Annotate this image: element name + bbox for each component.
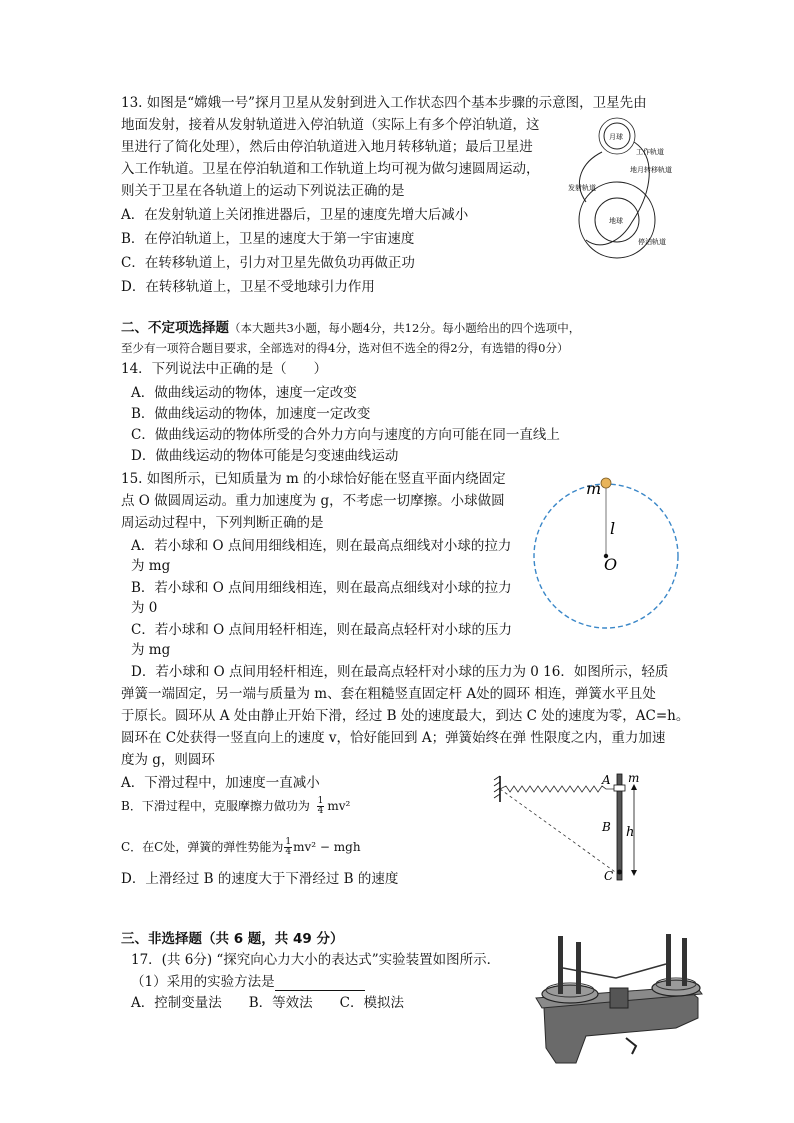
q16-option-b: B．下滑过程中，克服摩擦力做功为 [121, 799, 310, 813]
q15-stem-line: 点 O 做圆周运动。重力加速度为 g，不考虑一切摩擦。小球做圆 [121, 493, 505, 509]
answer-blank [275, 976, 365, 991]
point-c-label: C [604, 869, 614, 883]
q13-stem-line: 13. 如图是“嫦娥一号”探月卫星从发射到进入工作状态四个基本步骤的示意图，卫星先由 [121, 95, 647, 111]
parking-orbit-label: 停泊轨道 [638, 238, 666, 246]
q17-sub1-line [131, 973, 365, 991]
spring-rod-diagram [492, 766, 682, 886]
q15-option-d: D．若小球和 O 点间用轻杆相连，则在最高点轻杆对小球的压力为 0 [131, 664, 539, 680]
q14-option-b: B．做曲线运动的物体，加速度一定改变 [131, 406, 371, 422]
centripetal-apparatus-photo [526, 928, 706, 1068]
q14-stem: 14．下列说法中正确的是（ ） [121, 361, 328, 377]
section2-title: 二、不定项选择题 [121, 320, 229, 336]
q17-sub1: （1）采用的实验方法是 [131, 974, 275, 990]
q14-option-a: A．做曲线运动的物体，速度一定改变 [131, 385, 357, 401]
mass-label: m [628, 771, 640, 785]
q14-option-d: D．做曲线运动的物体可能是匀变速曲线运动 [131, 448, 399, 464]
fraction-denominator: 4 [285, 847, 292, 857]
q16-stem-start: 16．如图所示，轻质 [538, 664, 669, 680]
q16-stem-line: 弹簧一端固定，另一端与质量为 m、套在粗糙竖直固定杆 A处的圆环 相连，弹簧水平且处 [121, 686, 656, 702]
moon-label: 月球 [609, 133, 623, 141]
point-a-label: A [602, 773, 611, 787]
launch-orbit-label: 发射轨道 [568, 184, 596, 192]
length-label: l [610, 519, 616, 538]
q13-option-c: C．在转移轨道上，引力对卫星先做负功再做正功 [121, 255, 415, 271]
q13-stem-line: 里进行了简化处理），然后由停泊轨道进入地月转移轨道；最后卫星进 [121, 139, 533, 155]
q16-stem-line: 度为 g，则圆环 [121, 752, 215, 768]
q16-stem-line: 圆环在 C处获得一竖直向上的速度 v，恰好能回到 A；弹簧始终在弹 性限度之内，重力加速 [121, 730, 666, 746]
circular-motion-diagram [528, 470, 688, 630]
center-label: O [604, 555, 618, 574]
q13-stem-line: 入工作轨道。卫星在停泊轨道和工作轨道上均可视为做匀速圆周运动， [121, 161, 540, 177]
q15-option-c-cont: 为 mg [131, 642, 171, 658]
q17-options: A．控制变量法 B．等效法 C．模拟法 [131, 995, 404, 1011]
work-orbit-label: 工作轨道 [636, 148, 664, 156]
q15-option-c: C．若小球和 O 点间用轻杆相连，则在最高点轻杆对小球的压力 [131, 622, 512, 638]
q13-option-d: D．在转移轨道上，卫星不受地球引力作用 [121, 279, 375, 295]
q16-option-b-expr: mv² [327, 799, 351, 813]
q15-option-b: B．若小球和 O 点间用细线相连，则在最高点细线对小球的拉力 [131, 580, 512, 596]
q15-option-a: A．若小球和 O 点间用细线相连，则在最高点细线对小球的拉力 [131, 538, 512, 554]
section2-header [121, 319, 580, 337]
height-label: h [626, 825, 635, 840]
section3-title: 三、非选择题（共 6 题，共 49 分） [121, 931, 344, 947]
fraction-numerator: 1 [285, 837, 292, 847]
section2-note: （本大题共3小题，每小题4分，共12分。每小题给出的四个选项中， [229, 321, 581, 335]
earth-label: 地球 [609, 217, 623, 225]
q15-option-a-cont: 为 mg [131, 558, 171, 574]
q15-stem-line: 周运动过程中，下列判断正确的是 [121, 515, 324, 531]
q15-stem-line: 15. 如图所示，已知质量为 m 的小球恰好能在竖直平面内绕固定 [121, 471, 506, 487]
q13-option-b: B．在停泊轨道上，卫星的速度大于第一宇宙速度 [121, 231, 415, 247]
section2-note-line: 至少有一项符合题目要求，全部选对的得4分，选对但不选全的得2分，有选错的得0分） [121, 341, 569, 355]
q16-option-c-expr: mv² − mgh [293, 840, 361, 854]
q16-option-c: C．在C处，弹簧的弹性势能为 [121, 840, 284, 854]
point-b-label: B [602, 820, 611, 834]
q16-stem-line: 于原长。圆环从 A 处由静止开始下滑，经过 B 处的速度最大，到达 C 处的速度为零，AC=h。 [121, 708, 690, 724]
fraction-denominator: 4 [317, 806, 324, 816]
q16-option-d: D．上滑经过 B 的速度大于下滑经过 B 的速度 [121, 871, 399, 887]
transfer-orbit-label: 地月转移轨道 [630, 166, 672, 174]
q13-stem-line: 则关于卫星在各轨道上的运动下列说法正确的是 [121, 183, 405, 199]
q16-option-c-line [121, 838, 361, 857]
q13-option-a: A．在发射轨道上关闭推进器后，卫星的速度先增大后减小 [121, 207, 469, 223]
fraction [317, 797, 325, 816]
fraction [284, 838, 292, 857]
q17-stem: 17．(共 6分) “探究向心力大小的表达式”实验装置如图所示． [131, 952, 501, 968]
q16-option-b-line [121, 797, 350, 816]
q14-option-c: C．做曲线运动的物体所受的合外力方向与速度的方向可能在同一直线上 [131, 427, 560, 443]
orbit-diagram [562, 112, 702, 262]
q16-option-a: A．下滑过程中，加速度一直减小 [121, 775, 320, 791]
q15-option-d-line [131, 663, 668, 681]
mass-label: m [586, 479, 602, 498]
q13-stem-line: 地面发射，接着从发射轨道进入停泊轨道（实际上有多个停泊轨道，这 [121, 117, 540, 133]
q15-option-b-cont: 为 0 [131, 600, 158, 616]
fraction-numerator: 1 [317, 796, 324, 806]
